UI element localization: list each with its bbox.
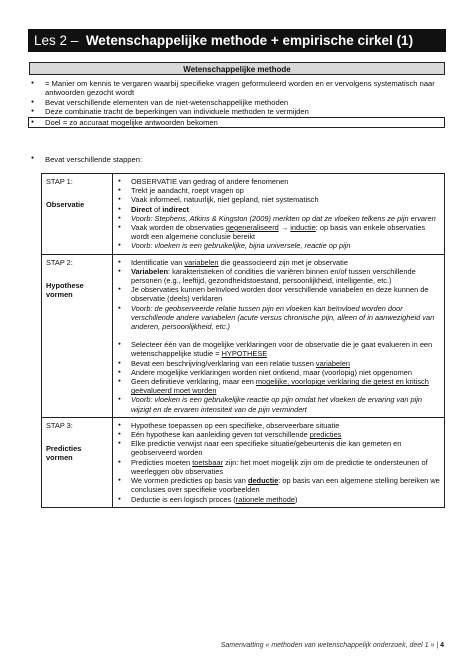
- text-span: ): [294, 494, 298, 504]
- step-item: [117, 359, 440, 368]
- text-span: Geen definitieve verklaring, maar een: [131, 377, 256, 387]
- text-span: : karakteristieken of condities die variëren binnen en/of tussen verschillende personen (e.g., leeftijd, gezondheidstoestand, persoonlijkheid, intelligentie, etc.): [131, 266, 416, 286]
- arrow-icon: →: [278, 223, 291, 233]
- step-label-cell: [42, 417, 113, 507]
- intro-item: ● Bevat verschillende elementen van de niet-wetenschappelijke methoden: [29, 98, 445, 107]
- step-item: [117, 223, 440, 241]
- text-span: zijn: het moet mogelijk zijn om de predictie te ondersteunen of weerleggen obv observaties: [131, 457, 428, 476]
- text-span: mogelijke, voorlopige verklaring die getest en kritisch geëvalueerd moet worden: [131, 377, 429, 396]
- step-number: STAP 3:: [46, 420, 73, 430]
- text-span: die geassocieerd zijn met je observatie: [218, 257, 348, 267]
- step-name: Hypothese vormen: [46, 280, 84, 300]
- page-footer: [221, 642, 444, 649]
- text-span: predicties: [309, 430, 342, 440]
- text-span: Eén hypothese kan aanleiding geven tot verschillende: [131, 430, 310, 440]
- text-span: : op basis van enkele observaties wordt een algemene conclusie bereikt: [131, 223, 426, 242]
- step-label-cell: [42, 254, 113, 417]
- step-name: Predicties vormen: [46, 444, 82, 463]
- text-span: Variabelen: [131, 266, 168, 276]
- text-span: deductie: [247, 476, 279, 486]
- step-item: [117, 267, 440, 285]
- step-row: [42, 174, 445, 255]
- text-span: rationele methode: [235, 494, 295, 504]
- text-span: Deductie is een logisch proces (: [131, 494, 236, 504]
- section-title: Wetenschappelijke methode: [29, 62, 445, 75]
- page-number: 4: [440, 642, 444, 649]
- step-content-cell: [113, 417, 445, 507]
- header-title: Wetenschappelijke methode + empirische cirkel (1): [85, 33, 414, 48]
- step-item: [117, 340, 440, 358]
- step-row: [42, 254, 445, 417]
- intro-list: [29, 79, 445, 128]
- step-number: STAP 2:: [46, 257, 73, 267]
- step-item: [117, 205, 440, 214]
- step-item: [117, 258, 440, 267]
- text-span: Identificatie van: [131, 257, 185, 267]
- steps-intro: ● Bevat verschillende stappen:: [29, 155, 142, 164]
- step-item-example: ● Voorb: de geobserveerde relatie tussen pijn en vloeken kan beïnvloed worden door verschillende andere variabelen (acute versus chronische pijn, alleen of in aanwezigheid van anderen, persoonlijkheid, etc.): [117, 304, 440, 332]
- text-span: Vaak worden de observaties: [131, 223, 226, 233]
- text-span: toetsbaar: [192, 457, 224, 467]
- header-prefix: Les 2 –: [34, 33, 79, 48]
- step-item-example: ● Voorb: Stephens, Atkins & Kingston (2009) merkten op dat ze vloeken telkens ze pijn ervaren: [117, 214, 440, 223]
- direct-text: Direct: [131, 204, 152, 214]
- footer-text: Samenvatting « methoden van wetenschappelijk onderzoek, deel 1 » |: [220, 642, 439, 649]
- step-row: [42, 417, 445, 507]
- intro-item: ● Deze combinatie tracht de beperkingen van individuele methoden te vermijden: [29, 107, 445, 116]
- step-item: ● Elke predictie verwijst naar een specifieke situatie/gebeurtenis die kan gemeten en geobserveerd worden: [117, 439, 440, 457]
- step-item-example: ● Voorb: vloeken is een gebruikelijke, bijna universele, reactie op pijn: [117, 241, 440, 250]
- step-item: [117, 495, 440, 504]
- intro-item: ● = Manier om kennis te vergaren waarbij specifieke vragen geformuleerd worden en er vervolgens systematisch naar antwoorden gezocht wordt: [29, 79, 445, 98]
- step-item: [117, 476, 440, 494]
- text-span: Selecteer één van de mogelijke verklaringen voor de observatie die je gaat evalueren in een wetenschappelijke studie =: [131, 340, 433, 359]
- or-text: of: [151, 204, 163, 214]
- text-span: variabelen: [315, 358, 350, 368]
- step-item: ● Hypothese toepassen op een specifieke, observeerbare situatie: [117, 421, 440, 430]
- text-span: Bevat een beschrijving/verklaring van een relatie tussen: [131, 358, 316, 368]
- text-span: Predicties moeten: [131, 457, 193, 467]
- step-item: ● OBSERVATIE van gedrag of andere fenomenen: [117, 177, 440, 186]
- indirect-text: indirect: [162, 204, 189, 214]
- step-number: STAP 1:: [46, 177, 73, 186]
- text-span: : op basis van een algemene stelling bereiken we conclusies over specifieke voorbeelden: [131, 476, 440, 495]
- step-content-cell: [113, 254, 445, 417]
- step-item: [117, 377, 440, 395]
- text-span: variabelen: [184, 257, 219, 267]
- text-span: HYPOTHESE: [221, 349, 268, 359]
- text-span: We vormen predicties op basis van: [131, 476, 248, 486]
- step-label-cell: [42, 174, 113, 255]
- step-item: ● Andere mogelijke verklaringen worden niet ontkend, maar (voorlopig) niet opgenomen: [117, 368, 440, 377]
- text-span: inductie: [290, 223, 316, 233]
- step-item: [117, 430, 440, 439]
- text-span: gegeneraliseerd: [225, 223, 279, 233]
- step-item: ● Vaak informeel, natuurlijk, niet gepland, niet systematisch: [117, 195, 440, 204]
- step-item-example: ● Voorb: vloeken is een gebruikelijke reactie op pijn omdat het vloeken de ervaring van pijn wijzigt en de ervaren intensiteit van de pijn vermindert: [117, 395, 440, 413]
- step-name: Observatie: [46, 200, 85, 210]
- step-content-cell: [113, 174, 445, 255]
- page-header: [28, 29, 446, 52]
- step-item: [117, 458, 440, 476]
- step-item: ● Trekt je aandacht, roept vragen op: [117, 186, 440, 195]
- step-item: ● Je observaties kunnen beïnvloed worden door verschillende variabelen en deze kunnen de observatie (deels) verklaren: [117, 285, 440, 303]
- intro-item-goal: ● Doel = zo accuraat mogelijke antwoorden bekomen: [28, 117, 445, 128]
- steps-table: [41, 173, 445, 508]
